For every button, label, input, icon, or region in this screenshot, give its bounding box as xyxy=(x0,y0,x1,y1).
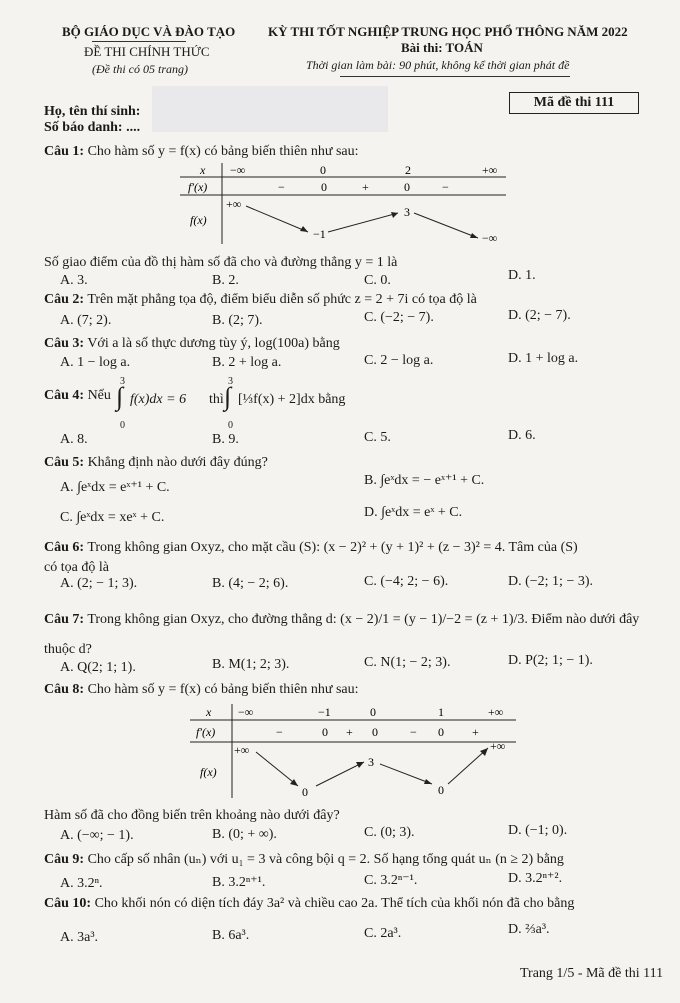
q7-text: Trong không gian Oxyz, cho đường thẳng d: (x − 2)/1 = (y − 1)/−2 = (z + 1)/3. Điểm nào dưới đây xyxy=(87,612,640,627)
q8-x-val-4: +∞ xyxy=(488,705,504,719)
q3-option-d: D. 1 + log a. xyxy=(508,351,579,366)
q9-option-d: D. 3.2ⁿ⁺². xyxy=(508,871,563,886)
q7-option-c: C. N(1; − 2; 3). xyxy=(364,655,451,670)
q8-number: Câu 8: xyxy=(44,682,85,697)
q1-option-b: B. 2. xyxy=(212,273,239,288)
q2-text: Trên mặt phẳng tọa độ, điểm biểu diễn số phức z = 2 + 7i có tọa độ là xyxy=(87,292,477,307)
q4-lim-bot-2: 0 xyxy=(228,420,233,431)
q4-stem xyxy=(44,388,111,404)
q6-option-a: A. (2; − 1; 3). xyxy=(60,576,138,591)
q2-option-b: B. (2; 7). xyxy=(212,313,263,328)
subject-label: Bài thi: TOÁN xyxy=(401,40,483,55)
q3-number: Câu 3: xyxy=(44,336,85,351)
q1-variation-table xyxy=(180,160,510,246)
q10-number: Câu 10: xyxy=(44,896,92,911)
q8-x-label: x xyxy=(206,705,212,719)
q3-text: Với a là số thực dương tùy ý, log(100a) bằng xyxy=(87,336,340,351)
q4-number: Câu 4: xyxy=(44,388,85,403)
q8-sign-6: + xyxy=(472,725,479,739)
q2-number: Câu 2: xyxy=(44,292,85,307)
q8-option-b: B. (0; + ∞). xyxy=(212,827,277,842)
q8-x-val-1: −1 xyxy=(318,705,331,719)
q5-option-d: D. ∫eˣdx = eˣ + C. xyxy=(364,505,463,520)
q1-x-val-3: +∞ xyxy=(482,163,498,177)
q1-f-val-3: −∞ xyxy=(482,231,498,245)
q10-text: Cho khối nón có diện tích đáy 3a² và chiều cao 2a. Thể tích của khối nón đã cho bằng xyxy=(94,896,575,911)
q8-sign-0: − xyxy=(276,725,283,739)
q5-option-c: C. ∫eˣdx = xeˣ + C. xyxy=(60,510,165,525)
q4-integral-sign-1: ∫ xyxy=(116,382,124,411)
q7-text-2: thuộc d? xyxy=(44,642,92,657)
q4-lim-top-1: 3 xyxy=(120,376,125,387)
q10-stem xyxy=(44,896,574,912)
q1-x-label: x xyxy=(200,163,206,177)
q4-integral-1: f(x)dx = 6 xyxy=(130,392,187,407)
q6-option-b: B. (4; − 2; 6). xyxy=(212,576,289,591)
q8-sign-1: 0 xyxy=(322,725,328,739)
q8-x-val-3: 1 xyxy=(438,705,444,719)
official-label: ĐỀ THI CHÍNH THỨC xyxy=(84,44,210,59)
q2-option-d: D. (2; − 7). xyxy=(508,308,571,323)
q1-sign-3: 0 xyxy=(404,180,410,194)
q7-option-a: A. Q(2; 1; 1). xyxy=(60,660,136,675)
q4-option-a: A. 8. xyxy=(60,432,88,447)
q9-option-c: C. 3.2ⁿ⁻¹. xyxy=(364,873,418,888)
q6-stem xyxy=(44,540,578,556)
q9-stem xyxy=(44,851,564,868)
q4-integral-sign-2: ∫ xyxy=(224,382,232,411)
q3-stem xyxy=(44,336,340,352)
q10-option-b: B. 6a³. xyxy=(212,928,250,943)
q8-x-val-0: −∞ xyxy=(238,705,254,719)
q1-option-d: D. 1. xyxy=(508,268,536,283)
q1-stem xyxy=(44,144,359,160)
q3-option-c: C. 2 − log a. xyxy=(364,353,434,368)
q6-text-2: có tọa độ là xyxy=(44,560,109,575)
q8-option-d: D. (−1; 0). xyxy=(508,823,568,838)
pages-note: (Đề thi có 05 trang) xyxy=(92,62,188,76)
q1-x-val-1: 0 xyxy=(320,163,326,177)
q8-f-val-1: 0 xyxy=(302,785,308,799)
q1-sign-4: − xyxy=(442,180,449,194)
q9-option-b: B. 3.2ⁿ⁺¹. xyxy=(212,875,266,890)
q5-option-b: B. ∫eˣdx = − eˣ⁺¹ + C. xyxy=(364,473,485,488)
q5-option-a: A. ∫eˣdx = eˣ⁺¹ + C. xyxy=(60,480,170,495)
q9-option-a: A. 3.2ⁿ. xyxy=(60,876,103,891)
q5-number: Câu 5: xyxy=(44,455,85,470)
q9-number: Câu 9: xyxy=(44,852,85,867)
q8-sign-4: − xyxy=(410,725,417,739)
q8-f-val-3: 0 xyxy=(438,783,444,797)
q3-option-a: A. 1 − log a. xyxy=(60,355,131,370)
q8-text: Cho hàm số y = f(x) có bảng biến thiên như sau: xyxy=(87,682,359,697)
q8-sign-3: 0 xyxy=(372,725,378,739)
q1-question: Số giao điểm của đồ thị hàm số đã cho và đường thẳng y = 1 là xyxy=(44,255,398,270)
q8-f-label: f(x) xyxy=(200,765,217,779)
q8-f-val-4: +∞ xyxy=(490,739,506,753)
q1-f-label: f(x) xyxy=(190,213,207,227)
q8-option-c: C. (0; 3). xyxy=(364,825,415,840)
q5-text: Khẳng định nào dưới đây đúng? xyxy=(87,455,268,470)
q7-number: Câu 7: xyxy=(44,612,85,627)
exam-code-box: Mã đề thi 111 xyxy=(509,92,639,114)
q2-option-a: A. (7; 2). xyxy=(60,313,112,328)
q4-option-d: D. 6. xyxy=(508,428,536,443)
q8-sign-2: + xyxy=(346,725,353,739)
candidate-name-label: Họ, tên thí sinh: xyxy=(44,104,141,119)
q1-fp-label: f′(x) xyxy=(188,180,208,194)
q6-option-d: D. (−2; 1; − 3). xyxy=(508,574,594,589)
q8-question: Hàm số đã cho đồng biến trên khoảng nào dưới đây? xyxy=(44,808,340,823)
q1-sign-0: − xyxy=(278,180,285,194)
q10-option-a: A. 3a³. xyxy=(60,930,99,945)
q1-f-val-1: −1 xyxy=(313,227,326,241)
q1-f-val-0: +∞ xyxy=(226,197,242,211)
q4-option-c: C. 5. xyxy=(364,430,391,445)
q1-text: Cho hàm số y = f(x) có bảng biến thiên như sau: xyxy=(87,144,359,159)
q2-stem xyxy=(44,292,477,308)
q4-lim-bot-1: 0 xyxy=(120,420,125,431)
q8-sign-5: 0 xyxy=(438,725,444,739)
page-footer: Trang 1/5 - Mã đề thi 111 xyxy=(520,966,664,981)
q1-x-val-0: −∞ xyxy=(230,163,246,177)
q8-variation-table xyxy=(190,700,520,800)
q7-option-d: D. P(2; 1; − 1). xyxy=(508,653,593,668)
q8-f-val-0: +∞ xyxy=(234,743,250,757)
ministry-name: BỘ GIÁO DỤC VÀ ĐÀO TẠO xyxy=(62,24,236,39)
header-divider-right xyxy=(340,76,570,77)
q8-f-val-2: 3 xyxy=(368,755,374,769)
q6-text: Trong không gian Oxyz, cho mặt cầu (S): (x − 2)² + (y + 1)² + (z − 3)² = 4. Tâm của (S) xyxy=(87,540,578,555)
q8-fp-label: f′(x) xyxy=(196,725,216,739)
redacted-name-box xyxy=(152,86,388,132)
q8-x-val-2: 0 xyxy=(370,705,376,719)
q4-pre: Nếu xyxy=(87,388,111,403)
q4-option-b: B. 9. xyxy=(212,432,239,447)
candidate-id-label: Số báo danh: .... xyxy=(44,120,141,135)
q1-sign-1: 0 xyxy=(321,180,327,194)
q6-number: Câu 6: xyxy=(44,540,85,555)
time-label: Thời gian làm bài: 90 phút, không kể thời gian phát đề xyxy=(306,58,570,72)
q7-stem xyxy=(44,612,639,628)
q4-integral-2: [⅓f(x) + 2]dx bằng xyxy=(238,392,346,407)
q1-option-a: A. 3. xyxy=(60,273,88,288)
q10-option-d: D. ⅔a³. xyxy=(508,922,550,937)
q1-sign-2: + xyxy=(362,180,369,194)
q3-option-b: B. 2 + log a. xyxy=(212,355,282,370)
q10-option-c: C. 2a³. xyxy=(364,926,402,941)
q1-x-val-2: 2 xyxy=(405,163,411,177)
header-divider-left xyxy=(92,41,186,42)
q4-mid: thì xyxy=(209,392,224,407)
q8-stem xyxy=(44,682,359,698)
q5-stem xyxy=(44,455,268,471)
exam-title: KỲ THI TỐT NGHIỆP TRUNG HỌC PHỔ THÔNG NĂM 2022 xyxy=(268,24,628,39)
q1-number: Câu 1: xyxy=(44,144,85,159)
q1-f-val-2: 3 xyxy=(404,205,410,219)
q4-lim-top-2: 3 xyxy=(228,376,233,387)
q9-text: Cho cấp số nhân (uₙ) với u₁ = 3 và công bội q = 2. Số hạng tổng quát uₙ (n ≥ 2) bằng xyxy=(87,852,564,867)
q8-option-a: A. (−∞; − 1). xyxy=(60,828,134,843)
q6-option-c: C. (−4; 2; − 6). xyxy=(364,574,449,589)
q1-option-c: C. 0. xyxy=(364,273,391,288)
q7-option-b: B. M(1; 2; 3). xyxy=(212,657,290,672)
q2-option-c: C. (−2; − 7). xyxy=(364,310,434,325)
